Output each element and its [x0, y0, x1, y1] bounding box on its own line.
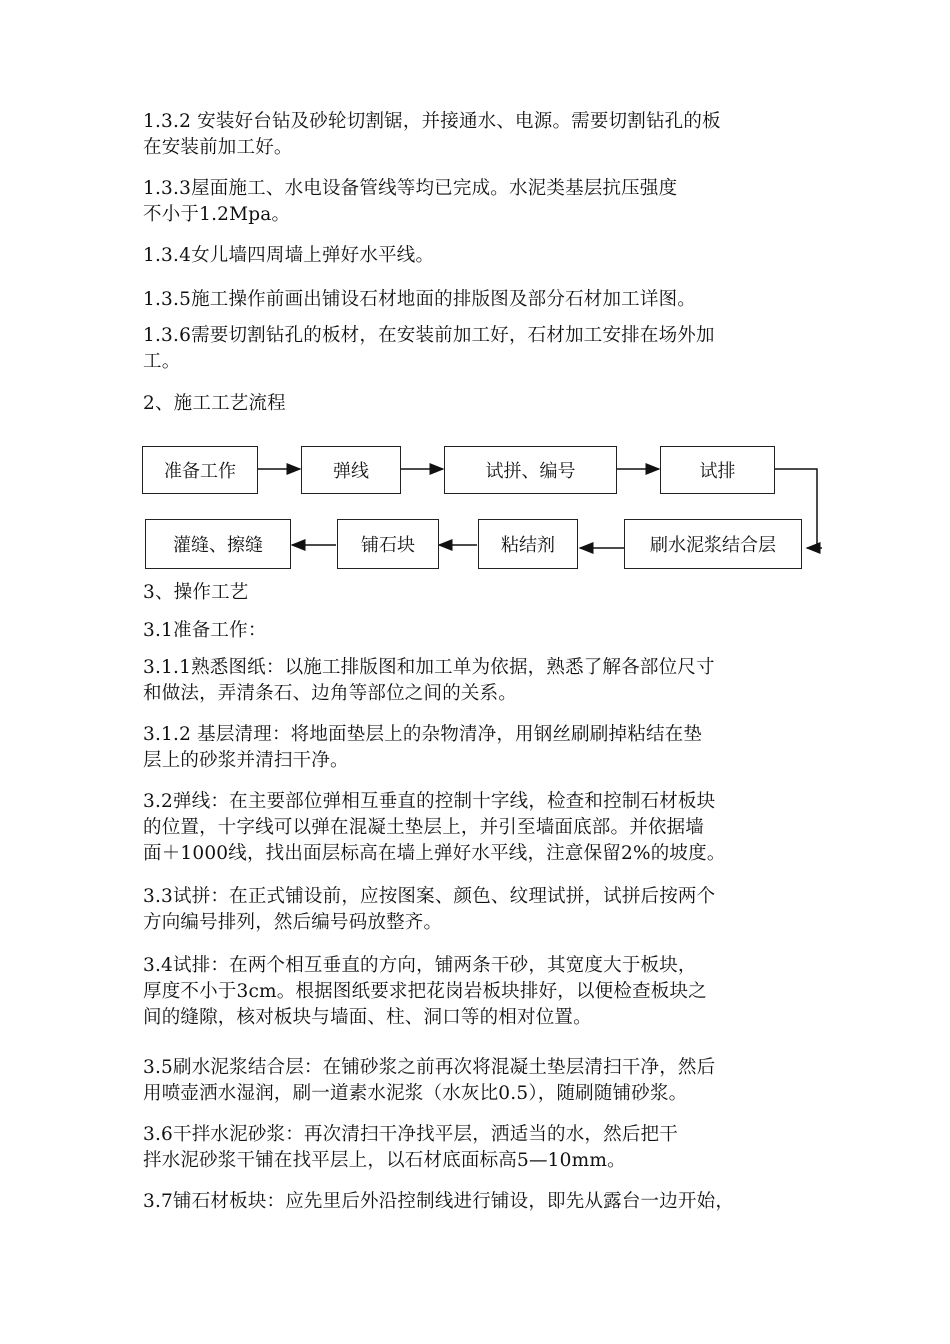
paragraph-3-1-1 — [143, 655, 843, 707]
section-heading-operation — [143, 580, 843, 606]
flow-step-grouting: 灌缝、擦缝 — [145, 519, 291, 569]
paragraph-3-7 — [143, 1189, 843, 1215]
flow-step-lay-stone: 铺石块 — [337, 519, 439, 569]
text-line: 拌水泥砂浆干铺在找平层上，以石材底面标高5—10mm。 — [143, 1150, 626, 1171]
text-line: 工。 — [143, 351, 181, 372]
text-line: 1.3.6需要切割钻孔的板材，在安装前加工好，石材加工安排在场外加 — [143, 325, 715, 346]
flow-step-trial-layout: 试排 — [660, 446, 775, 494]
text-line: 在安装前加工好。 — [143, 137, 293, 158]
heading-text: 2、施工工艺流程 — [143, 393, 286, 414]
text-line: 3.6干拌水泥砂浆：再次清扫干净找平层，洒适当的水，然后把干 — [143, 1124, 678, 1145]
flow-step-cement-slurry: 刷水泥浆结合层 — [624, 519, 802, 569]
text-line: 用喷壶洒水湿润，刷一道素水泥浆（水灰比0.5），随刷随铺砂浆。 — [143, 1083, 688, 1104]
text-line: 3.3试拼：在正式铺设前，应按图案、颜色、纹理试拼，试拼后按两个 — [143, 886, 716, 907]
text-line: 间的缝隙，核对板块与墙面、柱、洞口等的相对位置。 — [143, 1007, 592, 1028]
paragraph-3-1 — [143, 618, 843, 644]
flow-step-line-snapping: 弹线 — [301, 446, 401, 494]
text-line: 3.1.1熟悉图纸：以施工排版图和加工单为依据，熟悉了解各部位尺寸 — [143, 657, 715, 678]
flow-step-trial-fit-numbering: 试拼、编号 — [444, 446, 617, 494]
heading-text: 3、操作工艺 — [143, 582, 249, 603]
text-line: 3.1准备工作： — [143, 620, 267, 641]
text-line: 3.5刷水泥浆结合层：在铺砂浆之前再次将混凝土垫层清扫干净，然后 — [143, 1057, 716, 1078]
text-line: 和做法，弄清条石、边角等部位之间的关系。 — [143, 683, 518, 704]
text-line: 3.4试排：在两个相互垂直的方向，铺两条干砂，其宽度大于板块， — [143, 955, 697, 976]
text-line: 1.3.4女儿墙四周墙上弹好水平线。 — [143, 245, 435, 266]
text-line: 厚度不小于3cm。根据图纸要求把花岗岩板块排好，以便检查板块之 — [143, 981, 707, 1002]
paragraph-3-6 — [143, 1122, 843, 1174]
text-line: 1.3.3屋面施工、水电设备管线等均已完成。水泥类基层抗压强度 — [143, 178, 678, 199]
text-line: 的位置，十字线可以弹在混凝土垫层上，并引至墙面底部。并依据墙 — [143, 817, 705, 838]
flow-step-preparation: 准备工作 — [142, 446, 258, 494]
paragraph-3-3 — [143, 884, 843, 936]
text-line: 1.3.2 安装好台钻及砂轮切割锯，并接通水、电源。需要切割钻孔的板 — [143, 111, 721, 132]
text-line: 层上的砂浆并清扫干净。 — [143, 750, 349, 771]
text-line: 3.7铺石材板块：应先里后外沿控制线进行铺设，即先从露台一边开始， — [143, 1191, 735, 1212]
paragraph-3-1-2 — [143, 722, 843, 774]
text-line: 不小于1.2Mpa。 — [143, 204, 291, 225]
paragraph-3-2 — [143, 789, 843, 867]
paragraph-3-5 — [143, 1055, 843, 1107]
text-line: 1.3.5施工操作前画出铺设石材地面的排版图及部分石材加工详图。 — [143, 289, 696, 310]
text-line: 面＋1000线，找出面层标高在墙上弹好水平线，注意保留2%的坡度。 — [143, 843, 726, 864]
text-line: 3.2弹线：在主要部位弹相互垂直的控制十字线，检查和控制石材板块 — [143, 791, 716, 812]
text-line: 方向编号排列，然后编号码放整齐。 — [143, 912, 443, 933]
text-line: 3.1.2 基层清理：将地面垫层上的杂物清净，用钢丝刷刷掉粘结在垫 — [143, 724, 703, 745]
flow-step-adhesive: 粘结剂 — [478, 519, 578, 569]
paragraph-3-4 — [143, 953, 843, 1031]
